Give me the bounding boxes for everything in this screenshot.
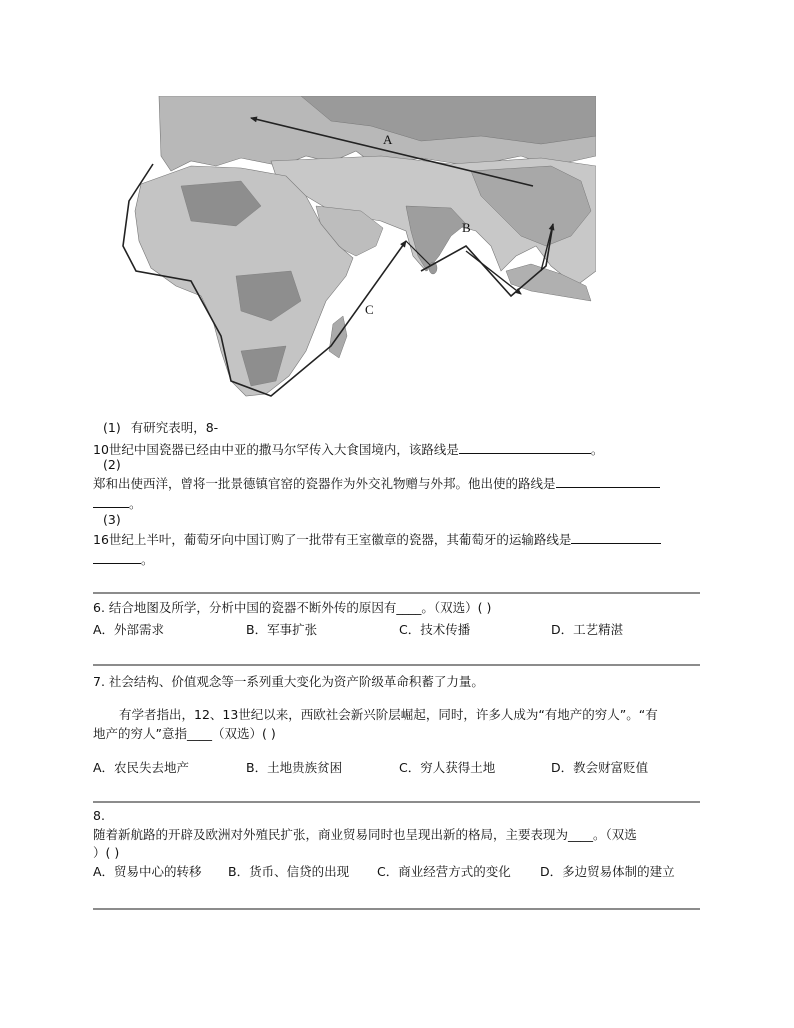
q5-part2-body	[93, 474, 660, 492]
q8-stem-b: ）( )	[93, 845, 120, 860]
q5-part1-body	[93, 440, 603, 458]
q5-part1-text: 10世纪中国瓷器已经由中亚的撒马尔罕传入大食国境内，该路线是	[93, 442, 459, 457]
q5-part1-intro: 有研究表明，8-	[130, 420, 219, 435]
trade-route-map	[121, 96, 596, 408]
q8-number: 8.	[93, 808, 105, 823]
q7-option-a[interactable]: A．农民失去地产	[93, 760, 190, 775]
q5-part3-body	[93, 530, 661, 548]
q5-part2-answer-blank-b[interactable]	[93, 495, 129, 508]
q7-paragraph-a: 有学者指出，12、13世纪以来，西欧社会新兴阶层崛起，同时，许多人成为“有地产的穷人”。“有	[119, 707, 658, 722]
q7-option-c[interactable]: C．穷人获得土地	[399, 760, 496, 775]
route-c-label: C	[365, 302, 374, 317]
q7-option-b[interactable]: B．土地贵族贫困	[246, 760, 343, 775]
q5-part1-answer-blank[interactable]	[459, 441, 591, 454]
q5-part1-number: (1)	[103, 420, 121, 435]
q6-stem: 6. 结合地图及所学，分析中国的瓷器不断外传的原因有____。（双选）( )	[93, 600, 492, 615]
q8-stem-a: 随着新航路的开辟及欧洲对外殖民扩张，商业贸易同时也呈现出新的格局，主要表现为____。（双选	[93, 827, 637, 842]
q5-part3-end: 。	[141, 552, 154, 567]
route-a-label: A	[383, 132, 393, 147]
q5-part1-heading	[103, 418, 218, 436]
q6-option-c[interactable]: C．技术传播	[399, 622, 471, 637]
divider-2	[93, 664, 700, 666]
q7-stem: 7. 社会结构、价值观念等一系列重大变化为资产阶级革命积蓄了力量。	[93, 674, 484, 689]
q5-part2-number: (2)	[103, 457, 121, 472]
q5-part2-end: 。	[129, 496, 142, 511]
q6-option-d[interactable]: D．工艺精湛	[551, 622, 624, 637]
q5-part3-answer-blank-b[interactable]	[93, 551, 141, 564]
q8-option-a[interactable]: A．贸易中心的转移	[93, 864, 202, 879]
divider-4	[93, 908, 700, 910]
q5-part2-answer-blank-a[interactable]	[556, 475, 660, 488]
q8-option-c[interactable]: C．商业经营方式的变化	[377, 864, 511, 879]
q5-part1-end: 。	[590, 442, 604, 457]
q5-part2-text: 郑和出使西洋，曾将一批景德镇官窑的瓷器作为外交礼物赠与外邦。他出使的路线是	[93, 476, 556, 491]
q5-part3-text: 16世纪上半叶，葡萄牙向中国订购了一批带有王室徽章的瓷器，其葡萄牙的运输路线是	[93, 532, 572, 547]
q6-option-b[interactable]: B．军事扩张	[246, 622, 318, 637]
q8-option-b[interactable]: B．货币、信贷的出现	[228, 864, 350, 879]
divider-1	[93, 592, 700, 594]
q7-paragraph-b: 地产的穷人”意指____（双选）( )	[93, 726, 276, 741]
q5-part3-answer-blank-a[interactable]	[571, 531, 661, 544]
q5-part3-body-cont	[93, 550, 154, 568]
q8-option-d[interactable]: D．多边贸易体制的建立	[540, 864, 675, 879]
q7-option-d[interactable]: D．教会财富贬值	[551, 760, 649, 775]
q5-part3-number: (3)	[103, 512, 121, 527]
q5-part2-body-cont	[93, 494, 142, 512]
route-b-label: B	[462, 220, 471, 235]
q6-option-a[interactable]: A．外部需求	[93, 622, 165, 637]
divider-3	[93, 801, 700, 803]
